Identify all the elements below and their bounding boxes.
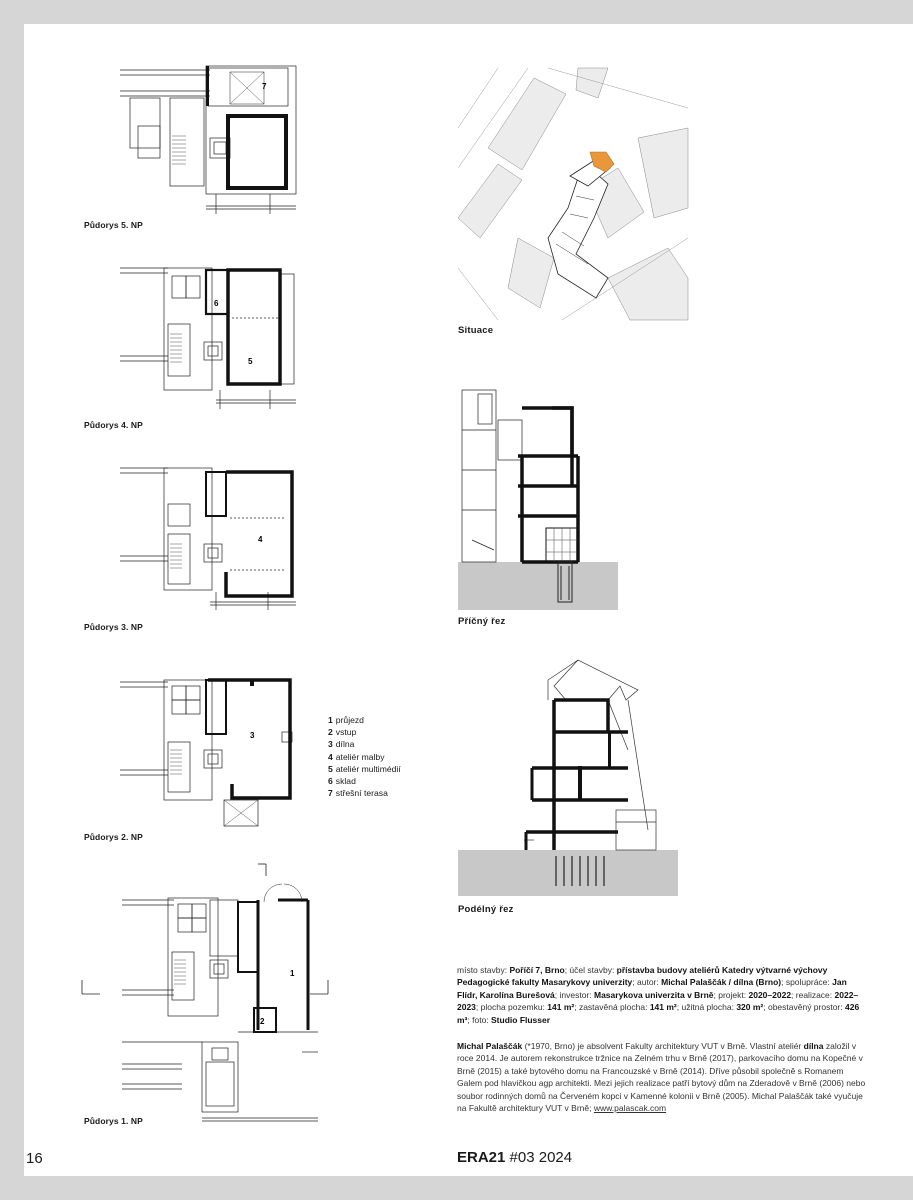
- room-6-label: 6: [214, 299, 219, 308]
- website-link[interactable]: www.palascak.com: [593, 1103, 667, 1114]
- architect-bio: Michal Palaščák (*1970, Brno) je absolvent Fakulty architektury VUT v Brně. Vlastní ateliér dílna založil v roce 2014. Je autorem rekonstrukce tržnice na Zelném trhu v Brně (2017), parkovacího domu na Kopečné v Brně (2015) a také bytového domu na Francouzské v Brně (2014). Dříve působil společně s Romanem Galem pod hlavičkou agp architekti. Mezi jejich realizace patří bytový dům na Zderadově v Brně (2006) nebo soubor rodinných domů na Červeném kopci v Kamenné kolonii v Brně (2005). Michal Palaščák také vyučuje na Fakultě architektury VUT v Brně; www.palascak.com: [457, 1041, 866, 1114]
- legend-item: 2 vstup: [328, 727, 357, 738]
- legend-item: 5 ateliér multimédií: [328, 763, 401, 774]
- floor-plan-4: [120, 264, 300, 414]
- issue-label: ERA21 #03 2024: [457, 1149, 573, 1166]
- caption-site: Situace: [458, 325, 494, 336]
- magazine-page: [24, 24, 913, 1176]
- cross-section: [458, 390, 618, 610]
- room-2-label: 2: [260, 1017, 265, 1026]
- caption-plan-3: Půdorys 3. NP: [84, 622, 143, 632]
- floor-plan-5: [120, 66, 300, 216]
- caption-plan-2: Půdorys 2. NP: [84, 832, 143, 842]
- floor-plan-3: [120, 464, 300, 614]
- legend-item: 1 průjezd: [328, 715, 364, 725]
- room-1-label: 1: [290, 969, 295, 978]
- floor-plan-1: [82, 862, 332, 1124]
- svg-text:7: 7: [262, 82, 267, 91]
- room-4-label: 4: [258, 535, 263, 544]
- site-plan: [458, 68, 688, 320]
- caption-plan-1: Půdorys 1. NP: [84, 1116, 143, 1126]
- longitudinal-section: [458, 660, 678, 896]
- room-legend: [328, 714, 401, 799]
- legend-item: 6 sklad: [328, 776, 356, 787]
- caption-longitudinal-section: Podélný řez: [458, 904, 514, 915]
- floor-plan-2: [120, 672, 300, 832]
- legend-item: 4 ateliér malby: [328, 751, 385, 762]
- page-number: 16: [26, 1150, 43, 1167]
- caption-cross-section: Příčný řez: [458, 616, 506, 627]
- caption-plan-4: Půdorys 4. NP: [84, 420, 143, 430]
- legend-item: 7 střešní terasa: [328, 788, 388, 799]
- room-3-label: 3: [250, 731, 255, 740]
- caption-plan-5: Půdorys 5. NP: [84, 220, 143, 230]
- legend-item: 3 dílna: [328, 739, 355, 750]
- room-5-label: 5: [248, 357, 253, 366]
- project-credits: místo stavby: Poříčí 7, Brno; účel stavby: přístavba budovy ateliérů Katedry výtvarné výchovy Pedagogické fakulty Masarykovy univerzity; autor: Michal Palaščák / dílna (Brno); spolupráce: Jan Flídr, Karolína Burešová; investor: Masarykova univerzita v Brně; projekt: 2020–2022; realizace: 2022–2023; plocha pozemku: 141 m²; zastavěná plocha: 141 m²; užitná plocha: 320 m²; obestavěný prostor: 426 m³; foto: Studio Flusser: [457, 965, 860, 1025]
